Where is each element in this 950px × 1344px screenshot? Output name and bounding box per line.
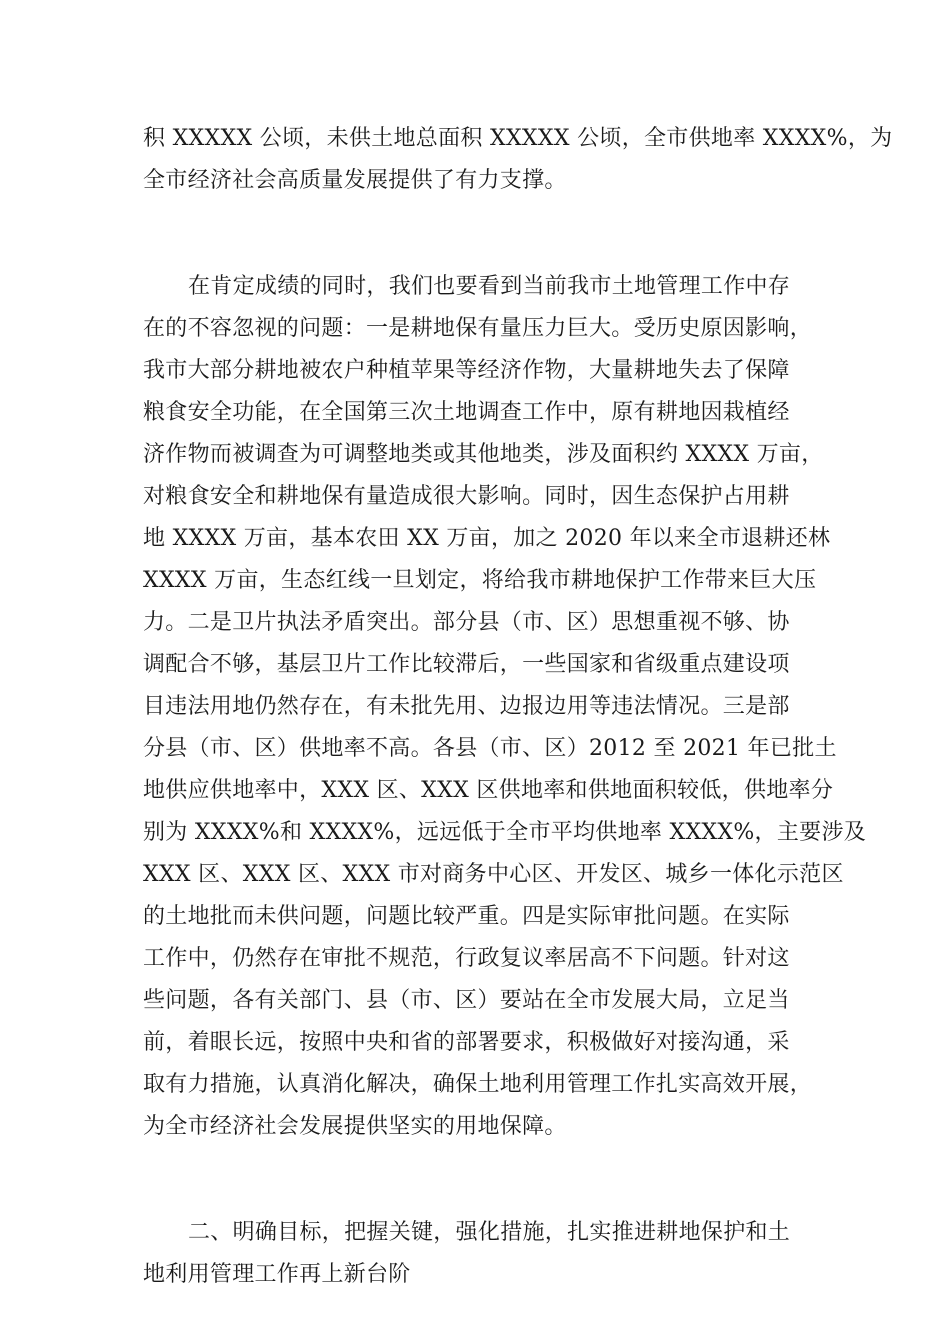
section-heading-line: 二、明确目标，把握关键，强化措施，扎实推进耕地保护和土 <box>188 1220 791 1245</box>
paragraph-2-line: 工作中，仍然存在审批不规范，行政复议率居高不下问题。针对这 <box>143 946 790 971</box>
paragraph-2-line: 粮食安全功能，在全国第三次土地调查工作中，原有耕地因栽植经 <box>143 400 790 425</box>
paragraph-2-line: 我市大部分耕地被农户种植苹果等经济作物，大量耕地失去了保障 <box>143 358 790 383</box>
paragraph-2-line: 些问题，各有关部门、县（市、区）要站在全市发展大局，立足当 <box>143 988 790 1013</box>
paragraph-2-line: 别为 XXXX%和 XXXX%，远远低于全市平均供地率 XXXX%，主要涉及 <box>143 820 867 845</box>
paragraph-2-line: 济作物而被调查为可调整地类或其他地类，涉及面积约 XXXX 万亩， <box>143 442 824 467</box>
paragraph-2-line: 力。二是卫片执法矛盾突出。部分县（市、区）思想重视不够、协 <box>143 610 790 635</box>
paragraph-2-line: 对粮食安全和耕地保有量造成很大影响。同时，因生态保护占用耕 <box>143 484 790 509</box>
paragraph-1-line: 积 XXXXX 公顷，未供土地总面积 XXXXX 公顷，全市供地率 XXXX%，为 <box>143 126 893 151</box>
paragraph-2-line: 目违法用地仍然存在，有未批先用、边报边用等违法情况。三是部 <box>143 694 790 719</box>
paragraph-2-line: 为全市经济社会发展提供坚实的用地保障。 <box>143 1114 567 1139</box>
paragraph-1-line: 全市经济社会高质量发展提供了有力支撑。 <box>143 168 567 193</box>
paragraph-2-line: 地供应供地率中，XXX 区、XXX 区供地率和供地面积较低，供地率分 <box>143 778 834 803</box>
paragraph-2-line: 前，着眼长远，按照中央和省的部署要求，积极做好对接沟通，采 <box>143 1030 790 1055</box>
paragraph-2-line: 的土地批而未供问题，问题比较严重。四是实际审批问题。在实际 <box>143 904 790 929</box>
paragraph-2-line: XXX 区、XXX 区、XXX 市对商务中心区、开发区、城乡一体化示范区 <box>143 862 844 887</box>
section-heading-line: 地利用管理工作再上新台阶 <box>143 1262 411 1287</box>
paragraph-2-line: 在肯定成绩的同时，我们也要看到当前我市土地管理工作中存 <box>188 274 791 299</box>
paragraph-2-line: XXXX 万亩，生态红线一旦划定，将给我市耕地保护工作带来巨大压 <box>143 568 817 593</box>
paragraph-2-line: 取有力措施，认真消化解决，确保土地利用管理工作扎实高效开展， <box>143 1072 813 1097</box>
paragraph-2-line: 地 XXXX 万亩，基本农田 XX 万亩，加之 2020 年以来全市退耕还林 <box>143 526 831 551</box>
paragraph-2-line: 调配合不够，基层卫片工作比较滞后，一些国家和省级重点建设项 <box>143 652 790 677</box>
paragraph-2-line: 在的不容忽视的问题：一是耕地保有量压力巨大。受历史原因影响， <box>143 316 813 341</box>
paragraph-2-line: 分县（市、区）供地率不高。各县（市、区）2012 至 2021 年已批土 <box>143 736 837 761</box>
